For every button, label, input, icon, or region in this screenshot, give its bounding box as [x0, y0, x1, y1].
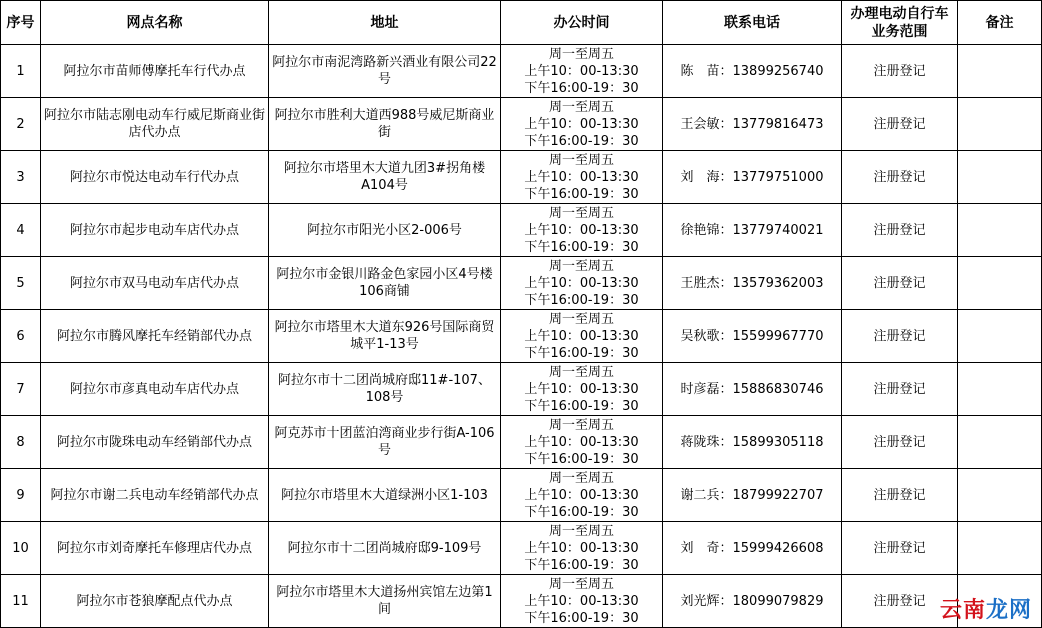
row-hours [501, 575, 663, 628]
row-address: 阿拉尔市十二团尚城府邸11#-107、108号 [269, 363, 501, 416]
header-address: 地址 [269, 1, 501, 45]
watermark-char: 云 [939, 598, 963, 623]
hours-line: 周一至周五 [548, 205, 614, 221]
hours-line: 周一至周五 [548, 364, 614, 380]
header-name: 网点名称 [41, 1, 269, 45]
header-scope: 办理电动自行车业务范围 [842, 1, 958, 45]
row-hours [501, 204, 663, 257]
hours-line: 上午10：00-13:30 [524, 222, 639, 238]
row-name: 阿拉尔市苗师傅摩托车行代办点 [41, 45, 269, 98]
row-note [958, 45, 1042, 98]
header-row [1, 1, 1042, 45]
hours-line: 周一至周五 [548, 258, 614, 274]
table-row [1, 257, 1042, 310]
row-no: 11 [1, 575, 41, 628]
row-address: 阿拉尔市塔里木大道绿洲小区1-103 [269, 469, 501, 522]
row-name: 阿拉尔市刘奇摩托车修理店代办点 [41, 522, 269, 575]
hours-line: 周一至周五 [548, 311, 614, 327]
row-phone: 陈 苗：13899256740 [663, 45, 842, 98]
hours-line: 下午16:00-19：30 [524, 345, 639, 361]
row-note [958, 522, 1042, 575]
row-note [958, 204, 1042, 257]
row-no: 2 [1, 98, 41, 151]
row-name: 阿拉尔市腾风摩托车经销部代办点 [41, 310, 269, 363]
row-scope: 注册登记 [842, 151, 958, 204]
table-row [1, 204, 1042, 257]
row-address: 阿拉尔市南泥湾路新兴酒业有限公司22号 [269, 45, 501, 98]
hours-line: 上午10：00-13:30 [524, 63, 639, 79]
row-hours [501, 45, 663, 98]
row-address: 阿拉尔市塔里木大道九团3#拐角楼A104号 [269, 151, 501, 204]
hours-line: 周一至周五 [548, 470, 614, 486]
row-note [958, 416, 1042, 469]
row-address: 阿克苏市十团蓝泊湾商业步行街A-106号 [269, 416, 501, 469]
row-scope: 注册登记 [842, 416, 958, 469]
row-no: 7 [1, 363, 41, 416]
row-note [958, 257, 1042, 310]
hours-line: 下午16:00-19：30 [524, 398, 639, 414]
hours-line: 下午16:00-19：30 [524, 292, 639, 308]
row-note [958, 469, 1042, 522]
row-hours [501, 416, 663, 469]
row-hours [501, 257, 663, 310]
table-row [1, 45, 1042, 98]
row-note [958, 98, 1042, 151]
row-scope: 注册登记 [842, 204, 958, 257]
row-address: 阿拉尔市阳光小区2-006号 [269, 204, 501, 257]
table-row [1, 575, 1042, 628]
row-hours [501, 363, 663, 416]
row-scope: 注册登记 [842, 363, 958, 416]
row-no: 5 [1, 257, 41, 310]
hours-line: 周一至周五 [548, 152, 614, 168]
hours-line: 周一至周五 [548, 576, 614, 592]
hours-line: 下午16:00-19：30 [524, 451, 639, 467]
hours-line: 下午16:00-19：30 [524, 557, 639, 573]
row-no: 4 [1, 204, 41, 257]
row-no: 8 [1, 416, 41, 469]
site-watermark-logo [940, 593, 1032, 624]
row-no: 3 [1, 151, 41, 204]
hours-line: 上午10：00-13:30 [524, 328, 639, 344]
table-row [1, 469, 1042, 522]
watermark-char: 南 [962, 598, 986, 623]
row-name: 阿拉尔市悦达电动车行代办点 [41, 151, 269, 204]
table-row [1, 98, 1042, 151]
row-phone: 刘 海：13779751000 [663, 151, 842, 204]
header-no: 序号 [1, 1, 41, 45]
row-phone: 吴秋歌：15599967770 [663, 310, 842, 363]
hours-line: 周一至周五 [548, 46, 614, 62]
hours-line: 上午10：00-13:30 [524, 434, 639, 450]
row-scope: 注册登记 [842, 469, 958, 522]
table-body [1, 45, 1042, 628]
row-address: 阿拉尔市胜利大道西988号威尼斯商业街 [269, 98, 501, 151]
row-no: 1 [1, 45, 41, 98]
row-phone: 蒋陇珠：15899305118 [663, 416, 842, 469]
row-scope: 注册登记 [842, 257, 958, 310]
row-address: 阿拉尔市塔里木大道东926号国际商贸城平1-13号 [269, 310, 501, 363]
row-name: 阿拉尔市彦真电动车店代办点 [41, 363, 269, 416]
row-name: 阿拉尔市起步电动车店代办点 [41, 204, 269, 257]
hours-line: 上午10：00-13:30 [524, 540, 639, 556]
table-header [1, 1, 1042, 45]
row-hours [501, 522, 663, 575]
hours-line: 下午16:00-19：30 [524, 186, 639, 202]
table-row [1, 310, 1042, 363]
row-phone: 王胜杰：13579362003 [663, 257, 842, 310]
hours-line: 周一至周五 [548, 417, 614, 433]
table-row [1, 363, 1042, 416]
row-hours [501, 98, 663, 151]
row-name: 阿拉尔市苍狼摩配点代办点 [41, 575, 269, 628]
row-no: 9 [1, 469, 41, 522]
row-scope: 注册登记 [842, 45, 958, 98]
row-phone: 徐艳锦：13779740021 [663, 204, 842, 257]
table-row [1, 416, 1042, 469]
hours-line: 下午16:00-19：30 [524, 504, 639, 520]
row-phone: 时彦磊：15886830746 [663, 363, 842, 416]
row-phone: 刘光辉：18099079829 [663, 575, 842, 628]
header-note: 备注 [958, 1, 1042, 45]
watermark-char: 龙 [985, 598, 1009, 623]
row-phone: 谢二兵：18799922707 [663, 469, 842, 522]
row-address: 阿拉尔市塔里木大道扬州宾馆左边第1间 [269, 575, 501, 628]
row-note [958, 310, 1042, 363]
row-name: 阿拉尔市双马电动车店代办点 [41, 257, 269, 310]
header-hours: 办公时间 [501, 1, 663, 45]
watermark-char: 网 [1008, 598, 1032, 623]
hours-line: 下午16:00-19：30 [524, 133, 639, 149]
row-name: 阿拉尔市陆志刚电动车行威尼斯商业街店代办点 [41, 98, 269, 151]
table-row [1, 151, 1042, 204]
row-note [958, 363, 1042, 416]
table-row [1, 522, 1042, 575]
hours-line: 上午10：00-13:30 [524, 487, 639, 503]
row-address: 阿拉尔市十二团尚城府邸9-109号 [269, 522, 501, 575]
row-no: 10 [1, 522, 41, 575]
hours-line: 上午10：00-13:30 [524, 275, 639, 291]
header-phone: 联系电话 [663, 1, 842, 45]
hours-line: 上午10：00-13:30 [524, 593, 639, 609]
row-no: 6 [1, 310, 41, 363]
row-phone: 王会敏：13779816473 [663, 98, 842, 151]
row-scope: 注册登记 [842, 575, 958, 628]
hours-line: 上午10：00-13:30 [524, 381, 639, 397]
hours-line: 下午16:00-19：30 [524, 80, 639, 96]
row-hours [501, 310, 663, 363]
row-phone: 刘 奇：15999426608 [663, 522, 842, 575]
hours-line: 下午16:00-19：30 [524, 239, 639, 255]
hours-line: 周一至周五 [548, 99, 614, 115]
row-name: 阿拉尔市谢二兵电动车经销部代办点 [41, 469, 269, 522]
row-hours [501, 469, 663, 522]
row-scope: 注册登记 [842, 310, 958, 363]
row-address: 阿拉尔市金银川路金色家园小区4号楼106商铺 [269, 257, 501, 310]
hours-line: 下午16:00-19：30 [524, 610, 639, 626]
row-name: 阿拉尔市陇珠电动车经销部代办点 [41, 416, 269, 469]
row-scope: 注册登记 [842, 522, 958, 575]
row-note [958, 151, 1042, 204]
hours-line: 周一至周五 [548, 523, 614, 539]
hours-line: 上午10：00-13:30 [524, 169, 639, 185]
hours-line: 上午10：00-13:30 [524, 116, 639, 132]
row-hours [501, 151, 663, 204]
row-scope: 注册登记 [842, 98, 958, 151]
